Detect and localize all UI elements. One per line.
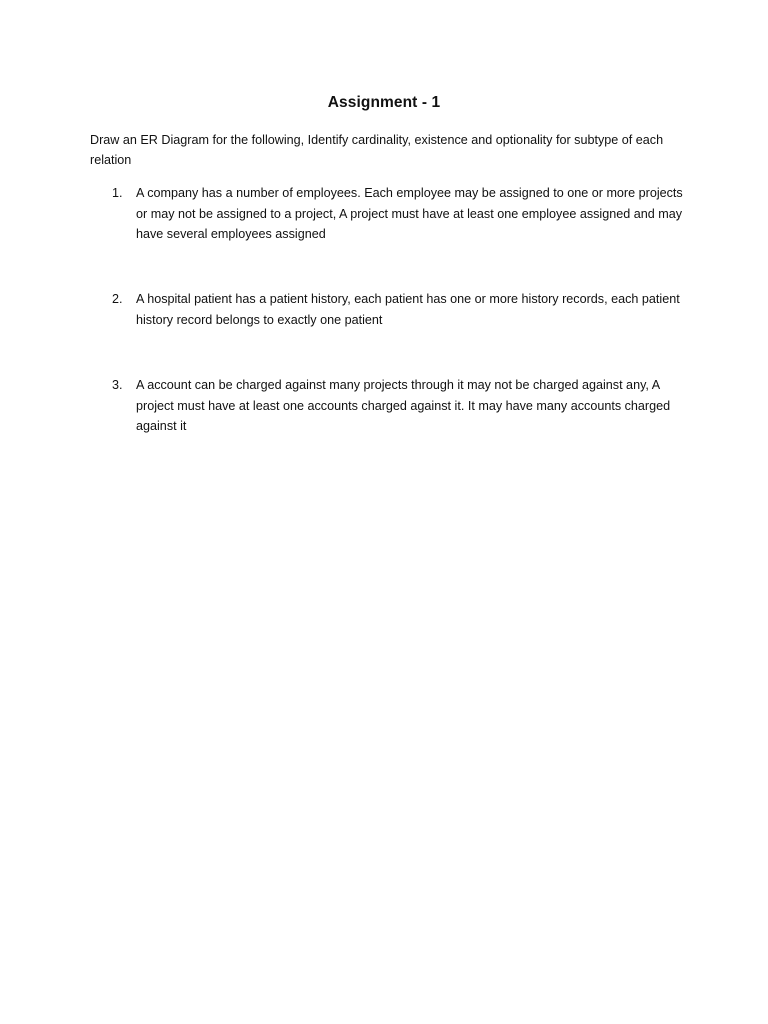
question-text: A account can be charged against many projects through it may not be charged against any, A project must have at least one accounts charged against it. It may have many accounts charged against it bbox=[136, 378, 671, 433]
document-title: Assignment - 1 bbox=[327, 94, 441, 111]
question-number: 2. bbox=[112, 292, 123, 306]
question-item bbox=[112, 183, 692, 245]
question-text: A company has a number of employees. Each employee may be assigned to one or more projects or may not be assigned to a project, A project must have at least one employee assigned and may have several employees assigned bbox=[136, 186, 683, 241]
question-number: 1. bbox=[112, 186, 123, 200]
intro-paragraph: Draw an ER Diagram for the following, Identify cardinality, existence and optionality for subtype of each relation bbox=[90, 133, 664, 167]
question-item bbox=[112, 289, 692, 330]
question-item bbox=[112, 375, 692, 437]
question-text: A hospital patient has a patient history, each patient has one or more history records, each patient history record belongs to exactly one patient bbox=[136, 292, 680, 327]
question-number: 3. bbox=[112, 378, 123, 392]
